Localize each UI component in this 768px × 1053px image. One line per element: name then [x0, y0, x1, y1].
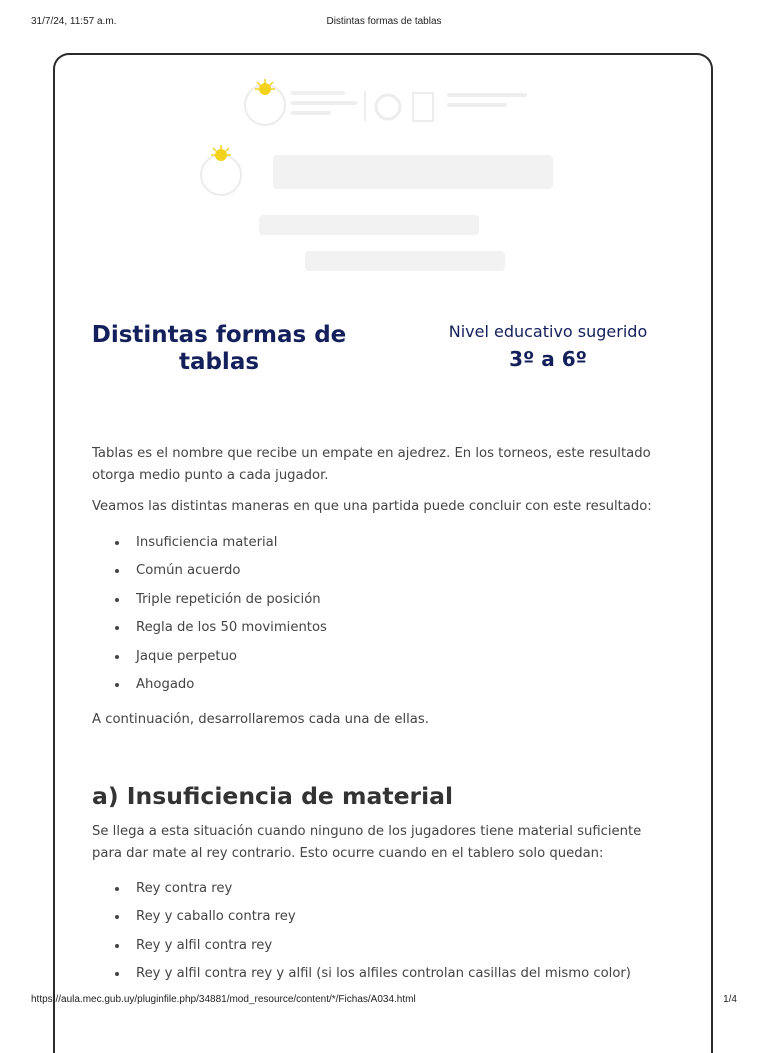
flower-emblem-icon [376, 93, 433, 121]
print-url: https://aula.mec.gub.uy/pluginfile.php/34881/mod_resource/content/*/Fichas/A034.html [31, 994, 416, 1005]
institution-logos-watermark [55, 55, 711, 285]
section-heading: a) Insuficiencia de material [92, 782, 454, 810]
print-footer [0, 994, 768, 1008]
education-level-value: 3º a 6º [509, 347, 587, 371]
sun-emblem-main-icon [201, 145, 241, 195]
page-title: Distintas formas de tablas [91, 322, 347, 375]
list-item: Común acuerdo [92, 560, 327, 588]
print-datetime: 31/7/24, 11:57 a.m. [31, 16, 117, 27]
list-item: Jaque perpetuo [92, 646, 327, 674]
print-title: Distintas formas de tablas [326, 16, 442, 27]
education-level-label: Nivel educativo sugerido [448, 322, 648, 341]
print-header [0, 16, 768, 30]
continuation-paragraph: A continuación, desarrollaremos cada una de ellas. [92, 712, 429, 727]
list-item: Insuficiencia material [92, 532, 327, 560]
intro-paragraph: Tablas es el nombre que recibe un empate en ajedrez. En los torneos, este resultado otorga medio punto a cada jugador. [92, 446, 651, 483]
insufficient-material-list [92, 878, 631, 992]
list-item: Rey y alfil contra rey [92, 935, 631, 963]
section-paragraph: Se llega a esta situación cuando ninguno de los jugadores tiene material suficiente para dar mate al rey contrario. Esto ocurre cuando en el tablero solo quedan: [92, 824, 642, 861]
list-item: Rey y caballo contra rey [92, 906, 631, 934]
ministry-text-block-icon [291, 91, 357, 115]
list-item: Triple repetición de posición [92, 589, 327, 617]
program-wordmark-icon [259, 155, 553, 271]
draw-types-list [92, 532, 327, 702]
page-number: 1/4 [723, 994, 737, 1005]
list-item: Rey y alfil contra rey y alfil (si los alfiles controlan casillas del mismo color) [92, 963, 631, 991]
list-item: Regla de los 50 movimientos [92, 617, 327, 645]
sun-emblem-top-icon [245, 79, 285, 125]
list-intro-paragraph: Veamos las distintas maneras en que una partida puede concluir con este resultado: [92, 499, 652, 514]
list-item: Ahogado [92, 674, 327, 702]
list-item: Rey contra rey [92, 878, 631, 906]
